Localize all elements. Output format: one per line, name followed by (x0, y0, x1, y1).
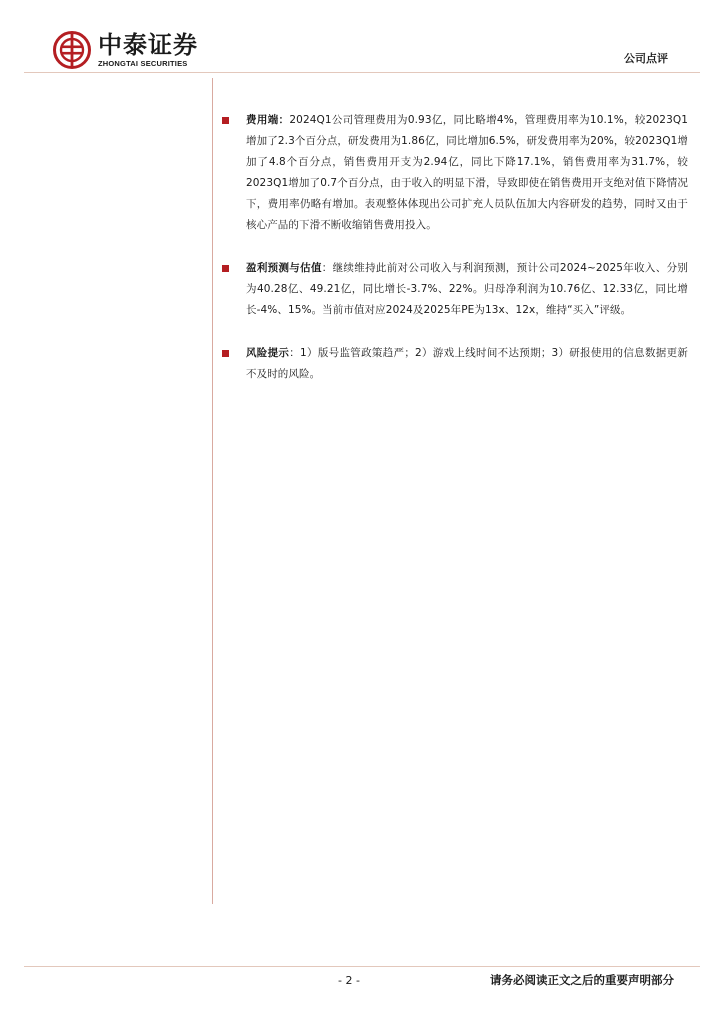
paragraph-text: 2024Q1公司管理费用为0.93亿，同比略增4%，管理费用率为10.1%，较2023Q1增加了2.3个百分点，研发费用为1.86亿，同比增加6.5%，研发费用率为20%，较2023Q1增加了4.8个百分点，销售费用开支为2.94亿，同比下降17.1%，销售费用率为31.7%，较2023Q1增加了0.7个百分点，由于收入的明显下滑，导致即使在销售费用开支绝对值下降情况下，费用率仍略有增加。表观整体体现出公司扩充人员队伍加大内容研发的趋势，同时又由于核心产品的下滑不断收缩销售费用投入。 (246, 114, 688, 231)
paragraph-text: ：1）版号监管政策趋严；2）游戏上线时间不达预期；3）研报使用的信息数据更新不及时的风险。 (246, 347, 688, 380)
company-logo (52, 30, 222, 72)
report-type-label: 公司点评 (624, 52, 668, 65)
header-divider (24, 72, 700, 73)
paragraph-risks (222, 343, 688, 385)
paragraph-expenses (222, 110, 688, 236)
paragraph-forecast (222, 258, 688, 321)
square-bullet-icon (222, 350, 229, 357)
paragraph-heading: 盈利预测与估值 (246, 262, 322, 274)
zhongtai-logo-icon (52, 30, 92, 70)
paragraph-heading: 费用端： (246, 114, 290, 126)
footer-divider (24, 966, 700, 967)
page-number: - 2 - (338, 974, 360, 987)
logo-english-name: ZHONGTAI SECURITIES (98, 59, 188, 68)
report-body (222, 110, 688, 407)
square-bullet-icon (222, 265, 229, 272)
disclaimer-note: 请务必阅读正文之后的重要声明部分 (490, 973, 674, 987)
column-divider (212, 78, 213, 904)
square-bullet-icon (222, 117, 229, 124)
paragraph-heading: 风险提示 (246, 347, 290, 359)
paragraph-text: ：继续维持此前对公司收入与利润预测，预计公司2024~2025年收入、分别为40.28亿、49.21亿，同比增长-3.7%、22%。归母净利润为10.76亿、12.33亿，同比增长-4%、15%。当前市值对应2024及2025年PE为13x、12x，维持“买入”评级。 (246, 262, 688, 316)
logo-chinese-name: 中泰证券 (98, 31, 198, 59)
